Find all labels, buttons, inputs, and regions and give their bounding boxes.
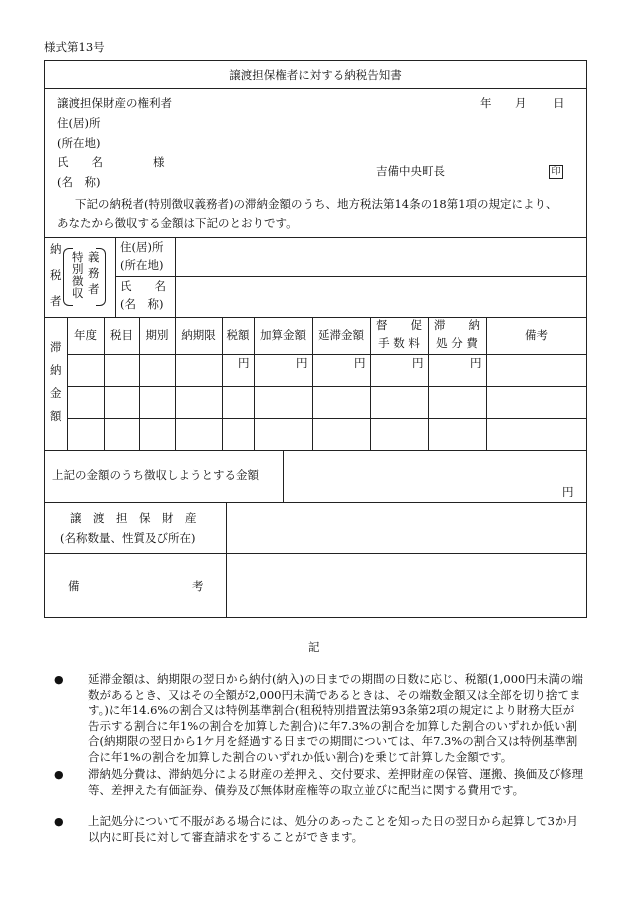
taxpayer-char-2: 税 — [50, 268, 62, 282]
note-1-text: 延滞金額は、納期限の翌日から納付(納入)の日までの期間の日数に応じ、税額(1,000円未満の端数があるとき、又はその全額が2,000円未満であるときは、その端数金額又は全部を切り捨てます。)に年14.6%の割合又は特例基準割合(租税特別措置法第93条第2項の規定により財務大臣が告示する割合に年1%の割合を加算した割合)に年7.3%の割合を加算した割合のいずれか低い割合(納期限の翌日から1ケ月を経過する日までの期間については、年7.3%の割合又は特例基準割合に年1%の割合を加算した割合のいずれか低い割合)を乗じて計算した金額です。 — [88, 672, 583, 764]
gimusha-char-3: 者 — [88, 282, 100, 296]
collect-label: 上記の金額のうち徴収しようとする金額 — [52, 468, 259, 482]
col-header-period: 期別 — [145, 328, 169, 342]
holder-label: 譲渡担保財産の権利者 — [57, 96, 172, 110]
taxpayer-corp-name-label: (名 称) — [120, 297, 164, 311]
arrears-side-char-4: 額 — [50, 409, 62, 423]
arrears-side-char-2: 納 — [50, 363, 62, 377]
property-label: 譲 渡 担 保 財 産 — [70, 511, 197, 525]
tokubetsu-char-4: 収 — [72, 286, 84, 300]
yen-additional: 円 — [296, 356, 308, 370]
form-number: 様式第13号 — [44, 40, 105, 54]
property-divider — [226, 502, 227, 618]
col-header-tax-item: 税目 — [110, 328, 133, 342]
taxpayer-char-1: 納 — [50, 242, 62, 256]
arrears-row-line-1 — [67, 386, 587, 387]
property-top-line — [44, 502, 587, 503]
col-header-tokusoku-2: 手 数 料 — [378, 336, 420, 350]
intro-line-1: 下記の納税者(特別徴収義務者)の滞納金額のうち、地方税法第14条の18第1項の規定により、 — [75, 197, 558, 211]
arrears-side-char-1: 滞 — [50, 340, 62, 354]
collect-yen: 円 — [562, 485, 574, 499]
note-1-bullet: ● — [54, 673, 64, 686]
col-header-tax-amount: 税額 — [226, 328, 250, 342]
date-year: 年 — [480, 96, 492, 110]
note-2-text: 滞納処分費は、滞納処分による財産の差押え、交付要求、差押財産の保管、運搬、換価及び修理等、差押えた有価証券、債券及び無体財産権等の取立並びに配当に関する費用です。 — [88, 767, 584, 797]
holder-name-label: 氏 名 — [57, 155, 103, 169]
taxpayer-divider — [115, 237, 116, 317]
taxpayer-name-label: 氏 名 — [120, 279, 166, 293]
gimusha-char-1: 義 — [88, 250, 100, 264]
collect-top-line — [44, 450, 587, 451]
col-header-due-date: 納期限 — [181, 328, 216, 342]
title-divider — [44, 88, 587, 89]
col-header-delinquency: 延滞金額 — [318, 328, 364, 342]
taxpayer-address-label: 住(居)所 — [120, 240, 164, 254]
arrears-header-line — [67, 354, 587, 355]
holder-address-label: 住(居)所 — [57, 116, 101, 130]
col-header-shobun-2: 処 分 費 — [436, 336, 478, 350]
arrears-side-char-3: 金 — [50, 386, 62, 400]
remarks-top-line — [44, 553, 587, 554]
tokubetsu-char-1: 特 — [72, 250, 84, 264]
note-3-bullet: ● — [54, 815, 64, 828]
holder-sama: 様 — [153, 155, 165, 169]
tokubetsu-char-3: 徴 — [72, 274, 84, 288]
col-header-tokusoku-1: 督 促 — [376, 318, 422, 332]
arrears-col-line-8 — [428, 317, 429, 450]
date-day: 日 — [553, 96, 565, 110]
collect-divider — [283, 450, 284, 502]
col-header-shobun-1: 滞 納 — [434, 318, 480, 332]
col-header-remarks: 備考 — [525, 328, 548, 342]
note-2 — [54, 767, 584, 798]
yen-delinquency: 円 — [354, 356, 366, 370]
note-3-text: 上記処分について不服がある場合には、処分のあったことを知った日の翌日から起算して3か月以内に町長に対して審査請求をすることができます。 — [88, 814, 578, 844]
note-1 — [54, 672, 584, 765]
arrears-top-line — [44, 317, 587, 318]
seal-mark: 印 — [549, 165, 563, 179]
note-2-bullet: ● — [54, 768, 64, 781]
property-sublabel: (名称数量、性質及び所在) — [60, 531, 196, 545]
yen-shobun: 円 — [470, 356, 482, 370]
arrears-row-line-2 — [67, 418, 587, 419]
taxpayer-char-3: 者 — [50, 294, 62, 308]
date-month: 月 — [515, 96, 527, 110]
yen-tax-amount: 円 — [238, 356, 250, 370]
remarks-right-char: 考 — [192, 579, 204, 593]
holder-corp-name-label: (名 称) — [57, 175, 101, 189]
yen-tokusoku: 円 — [412, 356, 424, 370]
gimusha-char-2: 務 — [88, 266, 100, 280]
taxpayer-label-divider — [175, 237, 176, 317]
intro-line-2: あなたから徴収する金額は下記のとおりです。 — [57, 216, 298, 230]
note-3 — [54, 814, 584, 845]
ki-label: 記 — [308, 640, 320, 654]
taxpayer-mid-line — [115, 276, 587, 277]
holder-location-label: (所在地) — [57, 136, 101, 150]
arrears-col-line-7 — [370, 317, 371, 450]
tokubetsu-char-2: 別 — [72, 262, 84, 276]
form-title: 譲渡担保権者に対する納税告知書 — [229, 68, 402, 82]
taxpayer-top-line — [44, 237, 587, 238]
col-header-year: 年度 — [74, 328, 97, 342]
taxpayer-location-label: (所在地) — [120, 258, 164, 272]
remarks-left-char: 備 — [68, 579, 80, 593]
col-header-additional: 加算金額 — [260, 328, 306, 342]
issuer-name: 吉備中央町長 — [376, 164, 445, 178]
